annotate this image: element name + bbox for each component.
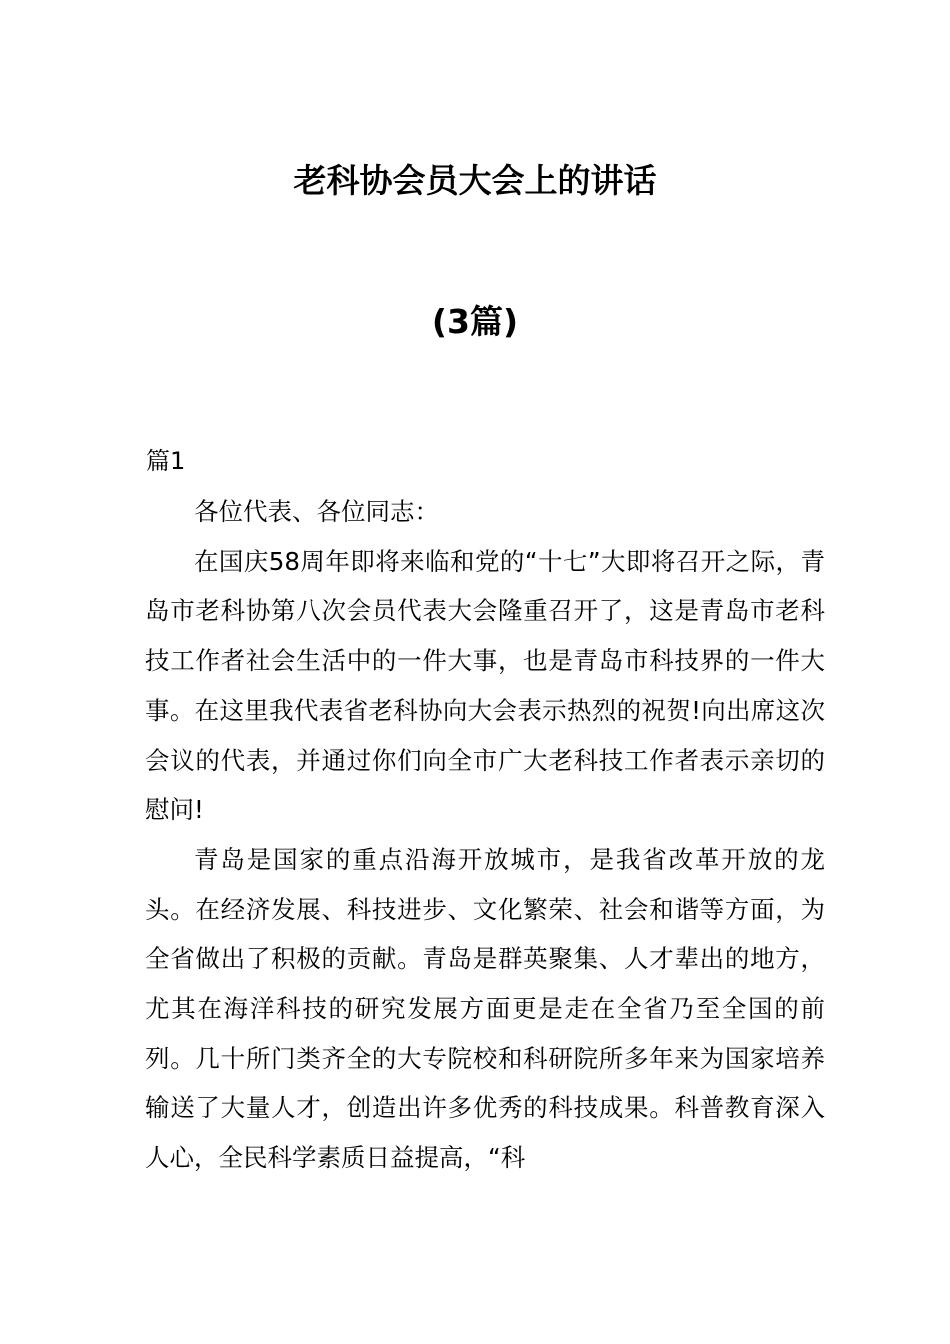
document-title: 老科协会员大会上的讲话 [293,161,657,200]
document-body [145,487,825,1183]
paragraph-1: 在国庆58周年即将来临和党的“十七”大即将召开之际，青岛市老科协第八次会员代表大会隆重召开了，这是青岛市老科技工作者社会生活中的一件大事，也是青岛市科技界的一件大事。在这里我代表省老科协向大会表示热烈的祝贺!向出席这次会议的代表，并通过你们向全市广大老科技工作者表示亲切的慰问! [145,546,825,825]
paragraph-2: 青岛是国家的重点沿海开放城市，是我省改革开放的龙头。在经济发展、科技进步、文化繁荣、社会和谐等方面，为全省做出了积极的贡献。青岛是群英聚集、人才辈出的地方，尤其在海洋科技的研究发展方面更是走在全省乃至全国的前列。几十所门类齐全的大专院校和科研院所多年来为国家培养输送了大量人才，创造出许多优秀的科技成果。科普教育深入人心，全民科学素质日益提高，“科 [145,844,825,1173]
paragraph-salutation: 各位代表、各位同志： [194,497,439,526]
section-label: 篇1 [146,447,186,475]
document-subtitle: (3篇) [431,302,519,341]
